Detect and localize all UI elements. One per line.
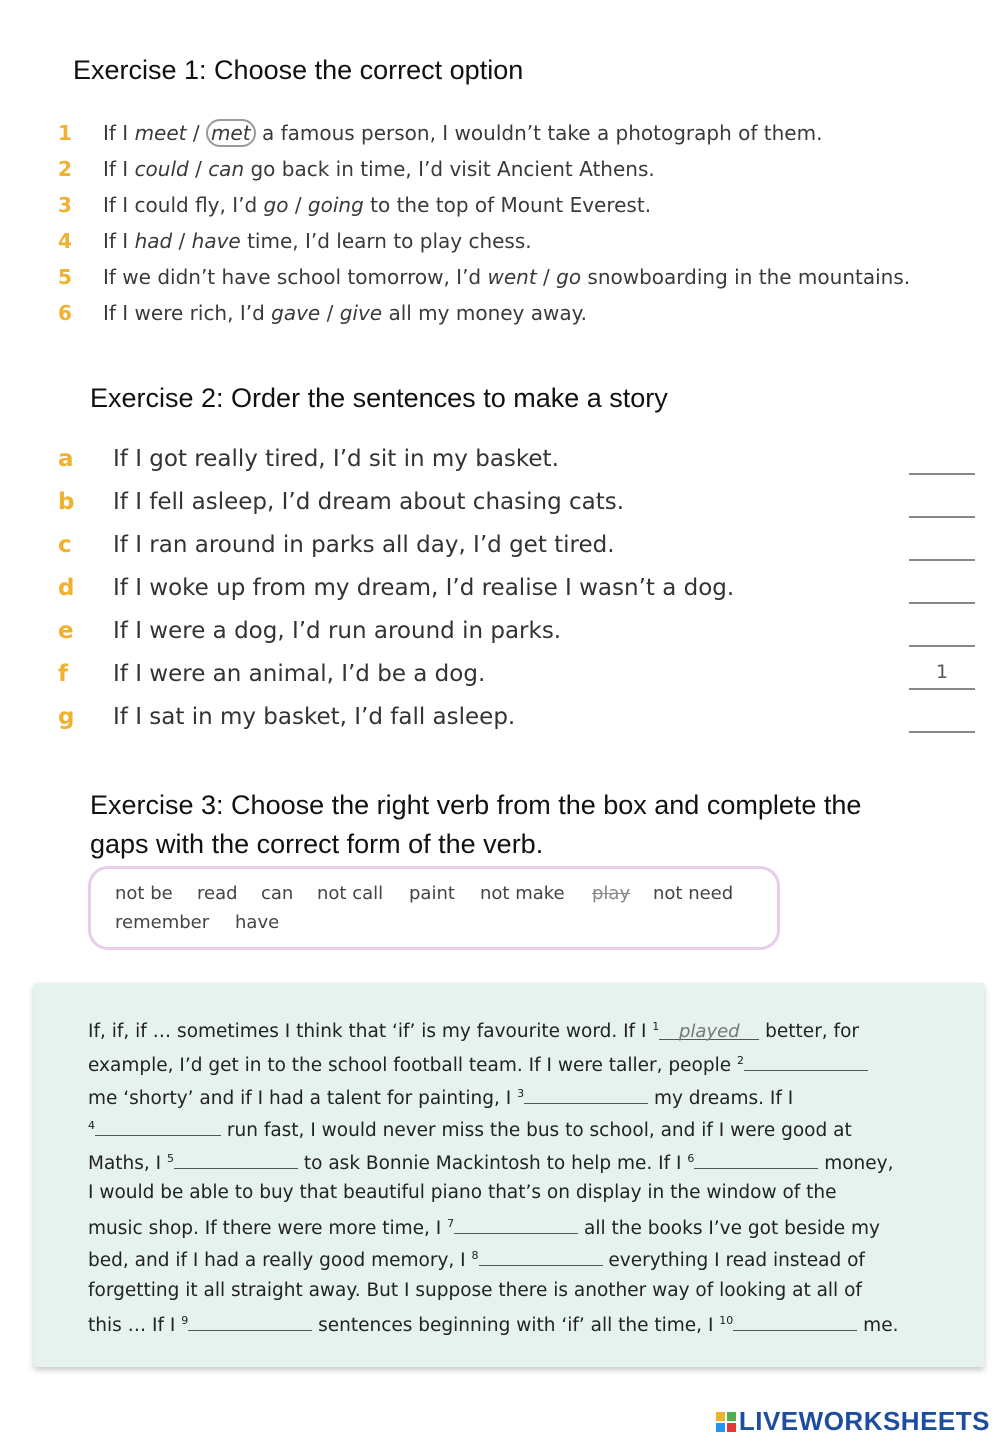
sentence: If I fell asleep, I’d dream about chasing cats. bbox=[113, 489, 625, 515]
story-text: music shop. If there were more time, I bbox=[88, 1218, 448, 1239]
sentence: If I were an animal, I’d be a dog. bbox=[113, 661, 486, 687]
story-text: my dreams. If I bbox=[648, 1088, 794, 1109]
story-text: bed, and if I had a really good memory, I bbox=[88, 1250, 472, 1271]
story-text: If, if, if … sometimes I think that ‘if’ is my favourite word. If I bbox=[88, 1021, 653, 1043]
item-text: If we didn’t have school tomorrow, I’d bbox=[103, 265, 488, 289]
order-input[interactable] bbox=[909, 489, 975, 518]
ex1-item-1 bbox=[58, 121, 822, 145]
sentence: If I woke up from my dream, I’d realise I wasn’t a dog. bbox=[113, 575, 735, 601]
gap-1-input[interactable]: played bbox=[659, 1021, 759, 1040]
item-text: go back in time, I’d visit Ancient Athens. bbox=[244, 157, 655, 181]
gap-4-input[interactable] bbox=[95, 1117, 221, 1136]
separator: / bbox=[186, 121, 206, 145]
story-text: all the books I’ve got beside my bbox=[578, 1218, 880, 1239]
gap-3-input[interactable] bbox=[524, 1085, 648, 1104]
option-b[interactable]: can bbox=[208, 157, 245, 181]
gap-number: 3 bbox=[517, 1086, 525, 1100]
verb-word: paint bbox=[409, 883, 455, 904]
option-b[interactable]: give bbox=[339, 301, 383, 325]
item-letter: d bbox=[58, 575, 75, 601]
story-line bbox=[88, 1312, 898, 1336]
item-text: all my money away. bbox=[382, 301, 587, 325]
item-text: If I were rich, I’d bbox=[103, 301, 272, 325]
ex2-item-f bbox=[58, 661, 978, 687]
liveworksheets-logo bbox=[716, 1406, 990, 1437]
separator: / bbox=[320, 301, 340, 325]
story-line bbox=[88, 1085, 793, 1109]
ex2-item-c bbox=[58, 532, 978, 558]
story-panel bbox=[34, 983, 984, 1367]
story-line bbox=[88, 1247, 865, 1271]
exercise-3-title-line-1: Exercise 3: Choose the right verb from the box and complete the bbox=[90, 790, 862, 820]
ex1-item-4 bbox=[58, 229, 532, 253]
gap-6-input[interactable] bbox=[694, 1150, 818, 1169]
order-input[interactable] bbox=[909, 618, 975, 647]
sentence: If I ran around in parks all day, I’d get tired. bbox=[113, 532, 615, 558]
item-letter: f bbox=[58, 661, 69, 687]
story-line bbox=[88, 1117, 852, 1141]
story-line bbox=[88, 1052, 868, 1076]
gap-8-input[interactable] bbox=[479, 1247, 603, 1266]
item-text: snowboarding in the mountains. bbox=[581, 265, 911, 289]
separator: / bbox=[172, 229, 192, 253]
ex2-item-d bbox=[58, 575, 978, 601]
option-b[interactable]: have bbox=[191, 229, 241, 253]
item-letter: a bbox=[58, 446, 74, 472]
order-input[interactable] bbox=[909, 704, 975, 733]
ex1-item-2 bbox=[58, 157, 655, 181]
ex1-item-5 bbox=[58, 265, 910, 289]
sentence: If I were a dog, I’d run around in parks. bbox=[113, 618, 562, 644]
sentence: If I sat in my basket, I’d fall asleep. bbox=[113, 704, 516, 730]
gap-number: 5 bbox=[167, 1151, 175, 1165]
story-line bbox=[88, 1150, 893, 1174]
item-text: to the top of Mount Everest. bbox=[363, 193, 652, 217]
gap-9-input[interactable] bbox=[188, 1312, 312, 1331]
verb-word: not need bbox=[653, 883, 734, 904]
gap-number: 9 bbox=[181, 1313, 189, 1327]
gap-7-input[interactable] bbox=[454, 1215, 578, 1234]
verb-word: have bbox=[235, 912, 280, 933]
order-input[interactable] bbox=[909, 446, 975, 475]
item-number: 1 bbox=[58, 121, 72, 145]
option-b[interactable]: go bbox=[556, 265, 582, 289]
item-text: a famous person, I wouldn’t take a photograph of them. bbox=[255, 121, 823, 145]
item-text: time, I’d learn to play chess. bbox=[240, 229, 532, 253]
story-text: Maths, I bbox=[88, 1153, 168, 1174]
item-letter: b bbox=[58, 489, 75, 515]
gap-number: 2 bbox=[737, 1053, 745, 1067]
story-text: money, bbox=[818, 1153, 894, 1174]
story-text: this … If I bbox=[88, 1315, 182, 1336]
gap-number: 4 bbox=[88, 1118, 95, 1132]
separator: / bbox=[288, 193, 308, 217]
gap-number: 8 bbox=[471, 1248, 479, 1262]
exercise-3-title-line-2: gaps with the correct form of the verb. bbox=[90, 829, 544, 859]
story-text: me. bbox=[857, 1315, 899, 1336]
gap-number: 10 bbox=[719, 1313, 734, 1327]
ex2-item-a bbox=[58, 446, 978, 472]
option-a[interactable]: meet bbox=[134, 121, 187, 145]
ex2-item-b bbox=[58, 489, 978, 515]
story-text: sentences beginning with ‘if’ all the time, I bbox=[312, 1315, 720, 1336]
ex1-item-6 bbox=[58, 301, 587, 325]
option-a[interactable]: could bbox=[134, 157, 189, 181]
story-text: me ‘shorty’ and if I had a talent for painting, I bbox=[88, 1088, 518, 1109]
order-input[interactable] bbox=[909, 575, 975, 604]
story-text: to ask Bonnie Mackintosh to help me. If I bbox=[298, 1153, 688, 1174]
gap-5-input[interactable] bbox=[174, 1150, 298, 1169]
item-text: If I bbox=[103, 157, 135, 181]
gap-number: 6 bbox=[687, 1151, 695, 1165]
option-b[interactable]: going bbox=[307, 193, 364, 217]
gap-number: 1 bbox=[652, 1020, 660, 1033]
story-text: everything I read instead of bbox=[602, 1250, 865, 1271]
item-text: If I could fly, I’d bbox=[103, 193, 264, 217]
item-letter: g bbox=[58, 704, 75, 730]
exercise-1-title: Exercise 1: Choose the correct option bbox=[73, 55, 524, 85]
story-line bbox=[88, 1280, 862, 1301]
option-b-circled[interactable]: met bbox=[206, 119, 256, 147]
gap-10-input[interactable] bbox=[733, 1312, 857, 1331]
grid-logo-icon bbox=[716, 1412, 736, 1432]
separator: / bbox=[536, 265, 557, 289]
order-input[interactable] bbox=[909, 532, 975, 561]
item-number: 3 bbox=[58, 193, 72, 217]
verb-word: not be bbox=[115, 883, 173, 904]
story-text: I would be able to buy that beautiful piano that’s on display in the window of the bbox=[88, 1182, 837, 1203]
option-a[interactable]: gave bbox=[271, 301, 321, 325]
item-letter: e bbox=[58, 618, 74, 644]
order-input[interactable]: 1 bbox=[909, 661, 975, 690]
story-text: example, I’d get in to the school football team. If I were taller, people bbox=[88, 1055, 738, 1076]
story-text: better, for bbox=[759, 1021, 859, 1043]
option-a[interactable]: went bbox=[487, 265, 537, 289]
logo-text: LIVEWORKSHEETS bbox=[738, 1406, 990, 1436]
verb-word: read bbox=[197, 883, 238, 904]
sentence: If I got really tired, I’d sit in my basket. bbox=[113, 446, 559, 472]
verb-word: can bbox=[261, 883, 294, 904]
item-number: 6 bbox=[58, 301, 72, 325]
item-text: If I bbox=[103, 229, 135, 253]
story-text: run fast, I would never miss the bus to school, and if I were good at bbox=[221, 1120, 852, 1141]
option-a[interactable]: had bbox=[134, 229, 173, 253]
item-letter: c bbox=[58, 532, 72, 558]
ex1-item-3 bbox=[58, 193, 651, 217]
story-text: forgetting it all straight away. But I suppose there is another way of looking at all of bbox=[88, 1280, 862, 1301]
exercise-2-title: Exercise 2: Order the sentences to make a story bbox=[90, 383, 668, 413]
gap-2-input[interactable] bbox=[744, 1052, 868, 1071]
item-number: 2 bbox=[58, 157, 72, 181]
verb-word: remember bbox=[115, 912, 210, 933]
item-number: 5 bbox=[58, 265, 72, 289]
gap-number: 7 bbox=[447, 1216, 455, 1230]
ex2-item-g bbox=[58, 704, 978, 730]
story-line bbox=[88, 1215, 880, 1239]
ex2-item-e bbox=[58, 618, 978, 644]
verb-word: not call bbox=[317, 883, 384, 904]
option-a[interactable]: go bbox=[263, 193, 289, 217]
story-line bbox=[88, 1020, 859, 1042]
item-number: 4 bbox=[58, 229, 72, 253]
verb-word: not make bbox=[480, 883, 565, 904]
story-line bbox=[88, 1182, 837, 1203]
verb-box bbox=[88, 866, 780, 950]
verb-word-used: play bbox=[592, 883, 631, 904]
item-text: If I bbox=[103, 121, 135, 145]
separator: / bbox=[188, 157, 209, 181]
